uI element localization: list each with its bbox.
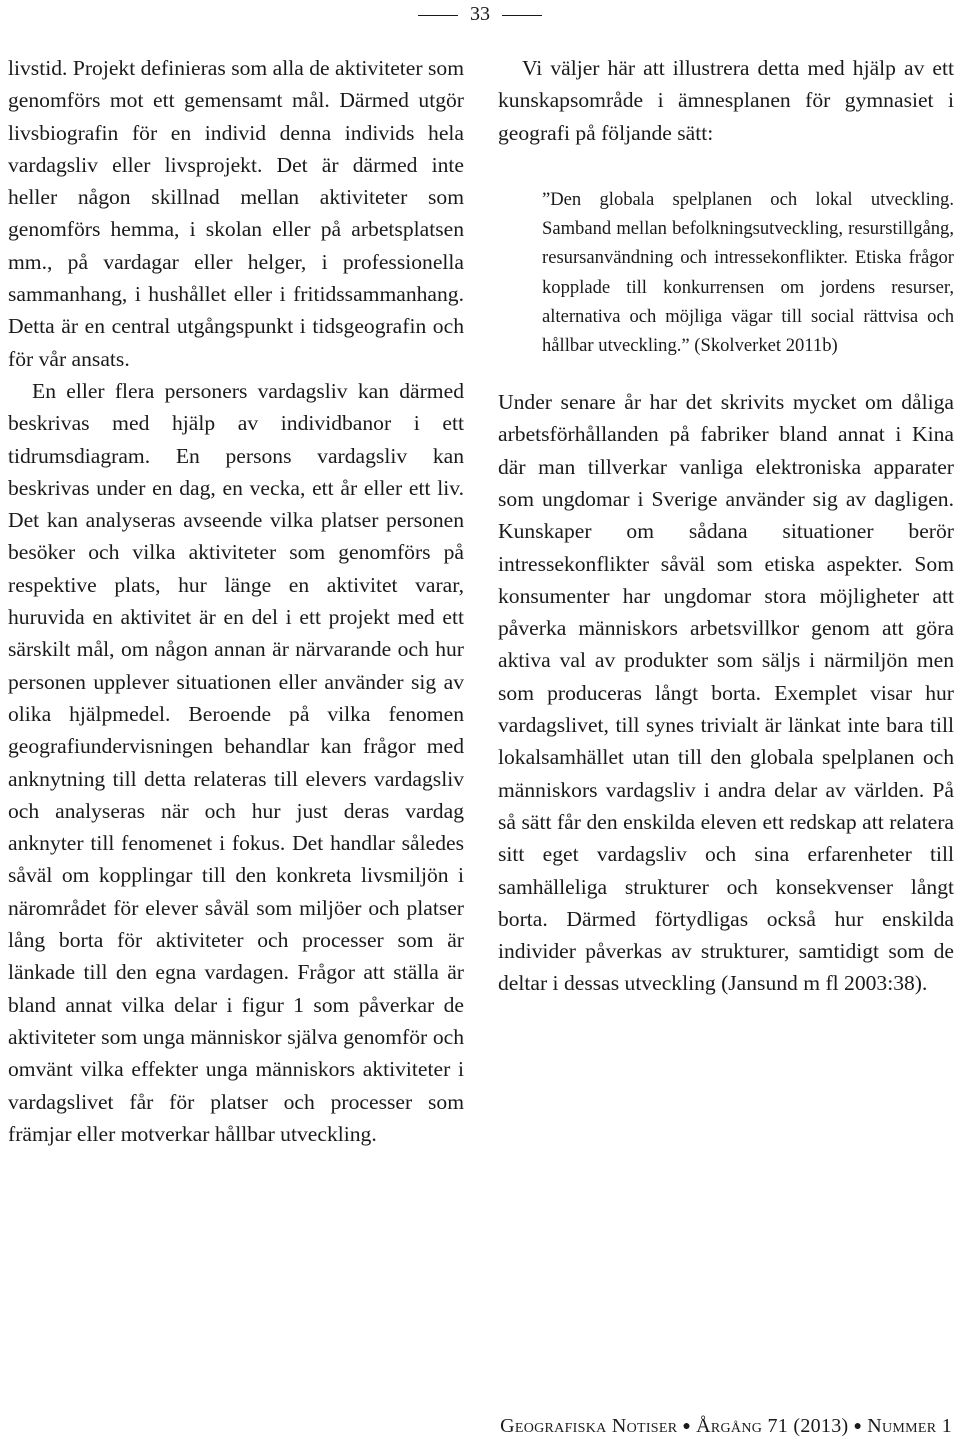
footer-bullet-icon: ● [682,1419,692,1434]
left-column [8,52,464,1150]
page-number [0,2,960,26]
footer-journal: Geografiska Notiser [500,1415,678,1437]
footer-volume: Årgång 71 (2013) [696,1415,849,1437]
page-number-value: 33 [470,3,490,25]
page-number-right-dash [502,15,542,16]
running-footer [500,1414,952,1439]
right-intro-paragraph: Vi väljer här att illustrera detta med hjälp av ett kunskapsområde i ämnesplanen för gymnasiet i geografi på följande sätt: [498,56,954,145]
footer-issue: Nummer 1 [867,1415,952,1437]
right-paragraph: Under senare år har det skrivits mycket om dåliga arbetsförhållanden på fabriker bland annat i Kina där man tillverkar vanliga elektroniska apparater som ungdomar i Sverige använder sig av dagligen. Kunskaper om sådana situationer berör intressekonflikter såväl som etiska aspekter. Som konsumenter har ungdomar stora möjligheter att påverka människors arbetsvillkor genom att göra aktiva val av produkter som säljs i närmiljön men som produceras långt borta. Exemplet visar hur vardagslivet, till synes trivialt är länkat inte bara till lokalsamhället utan till den globala spelplanen och människors vardagsliv i andra delar av världen. På så sätt får den enskilda eleven ett redskap att relatera sitt eget vardagsliv och sina erfarenheter till samhälleliga strukturer och konsekvenser långt borta. Därmed förtydligas också hur enskilda individer påverkas av strukturer, samtidigt som de deltar i dessas utveckling (Jansund m fl 2003:38). [498,390,954,996]
left-paragraph-1: livstid. Projekt definieras som alla de aktiviteter som genomförs mot ett gemensamt mål. Därmed utgör livsbiografin för en individ denna individs hela vardagsliv eller livsprojekt. Det är därmed inte heller någon skillnad mellan aktiviteter som genomförs hemma, i skolan eller på arbetsplatsen mm., på vardagar eller helger, i professionella sammanhang, i hushållet eller i fritidssammanhang. Detta är en central utgångspunkt i tidsgeografin och för vår ansats. [8,56,464,371]
page-number-left-dash [418,15,458,16]
left-paragraph-2: En eller flera personers vardagsliv kan därmed beskrivas med hjälp av individbanor i ett tidrumsdiagram. En persons vardagsliv kan beskrivas under en dag, en vecka, ett år eller ett liv. Det kan analyseras avseende vilka platser personen besöker och vilka aktiviteter som genomförs på respektive plats, hur länge en aktivitet varar, huruvida en aktivitet är en del i ett projekt med ett särskilt mål, om någon annan är närvarande och hur personen upplever situationen eller använder sig av olika hjälpmedel. Beroende på vilka fenomen geografiundervisningen behandlar kan frågor med anknytning till detta relateras till elevers vardagsliv och analyseras när och hur just deras vardag anknyter till fenomenet i fokus. Det handlar således såväl om kopplingar till den konkreta livsmiljön i närområdet för elever såväl som miljöer och platser lång borta för aktiviteter och processer som är länkade till den egna vardagen. Frågor att ställa är bland annat vilka delar i figur 1 som påverkar de aktiviteter som unga människor själva genomför och omvänt vilka effekter unga människors aktiviteter i vardagslivet får för platser och processer som främjar eller motverkar hållbar utveckling. [8,378,464,1146]
footer-bullet-icon: ● [853,1419,863,1434]
curriculum-quote: ”Den globala spelplanen och lokal utveckling. Samband mellan befolkningsutveckling, resurstillgång, resursanvändning och intressekonflikter. Etiska frågor kopplade till konkurrensen om jordens resurser, alternativa och möjliga vägar till social rättvisa och hållbar utveckling.” (Skolverket 2011b) [542,188,954,356]
right-column [498,52,954,1000]
